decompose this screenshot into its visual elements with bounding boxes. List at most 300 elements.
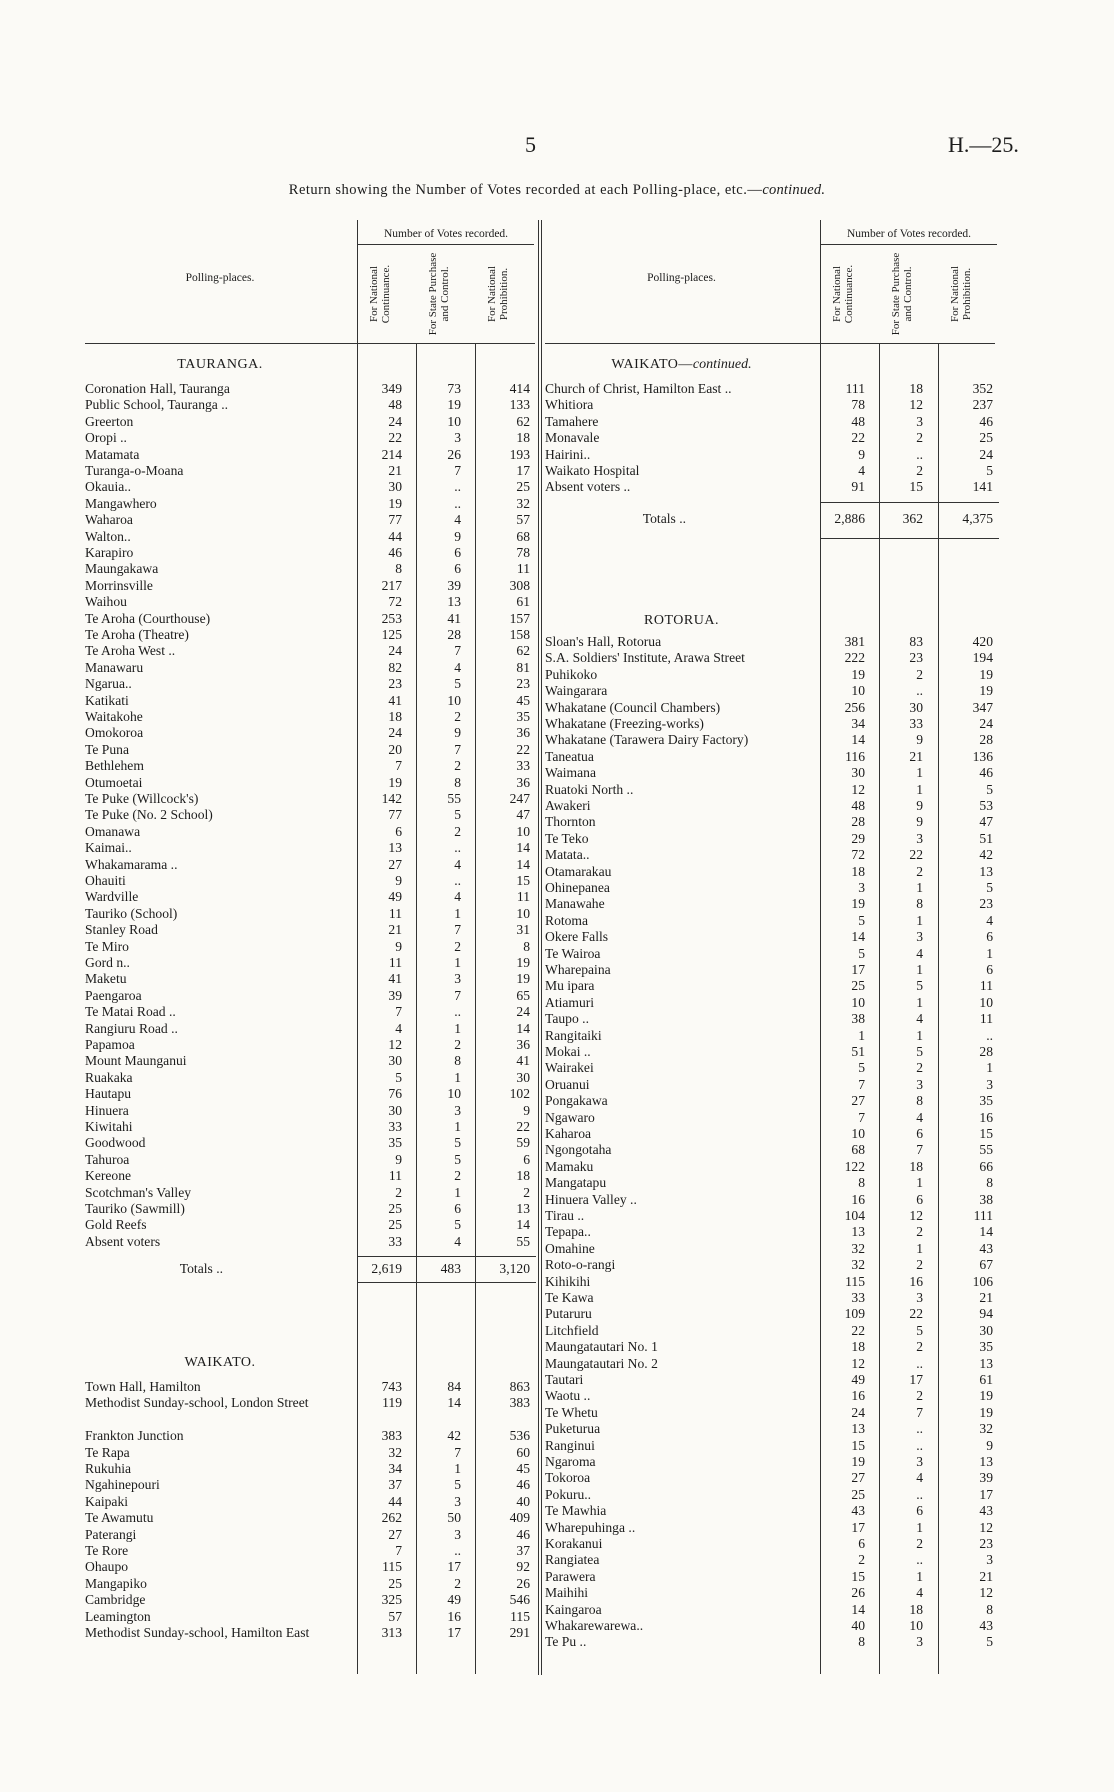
table-row [545,1552,997,1568]
votes-prohibition: 15 [979,1126,993,1141]
polling-place-name: Omanawa [85,823,141,839]
votes-state-purchase: 39 [447,577,461,593]
votes-state-purchase: 3 [916,1290,923,1305]
polling-place-name: Te Rapa [85,1444,130,1460]
polling-place-name: Oropi .. [85,430,127,446]
votes-state-purchase: .. [454,873,461,888]
table-row [545,814,997,830]
polling-place-name: Whitiora [545,397,594,413]
votes-continuance: 6 [858,1536,865,1551]
votes-state-purchase: .. [454,495,461,511]
votes-prohibition: 5 [986,463,993,478]
votes-state-purchase: 1 [916,880,923,895]
votes-state-purchase: 1 [916,994,923,1010]
votes-state-purchase: 9 [454,528,461,544]
votes-state-purchase: 26 [447,446,461,462]
votes-state-purchase: 2 [916,1060,923,1076]
totals-label: Totals .. [642,511,686,526]
votes-continuance: 11 [388,955,402,970]
polling-place-name: Te Kawa [545,1290,594,1305]
votes-state-purchase: 5 [454,1135,461,1151]
votes-continuance: 5 [858,945,865,961]
polling-place-name: Okauia.. [85,479,132,495]
votes-continuance: 3 [858,880,865,895]
polling-place-name: Te Whetu [545,1404,598,1420]
votes-state-purchase: 2 [454,823,461,839]
table-row [545,1241,997,1257]
votes-continuance: 10 [851,683,865,699]
table-row [85,1592,534,1608]
votes-state-purchase: 3 [454,971,461,987]
table-row [545,1290,997,1306]
votes-state-purchase: 7 [454,922,461,938]
votes-state-purchase: 8 [916,1093,923,1109]
votes-state-purchase: 3 [454,1526,461,1542]
polling-place-name: Wharepaina [545,962,611,977]
polling-place-name: Otumoetai [85,774,143,790]
votes-state-purchase: 2 [916,463,923,478]
votes-prohibition: 39 [979,1470,993,1486]
votes-continuance: 49 [388,889,402,905]
polling-place-name: Whakatane (Council Chambers) [545,699,721,715]
table-row [85,1021,534,1037]
votes-continuance: 9 [395,873,402,888]
votes-state-purchase: 1 [916,912,923,928]
polling-place-name: Monavale [545,430,600,446]
votes-state-purchase: 5 [454,676,461,692]
table-row [85,676,534,692]
polling-place-name: Bethlehem [85,758,144,774]
polling-place-name: Te Aroha West .. [85,643,176,659]
polling-place-name: Absent voters [85,1233,161,1249]
votes-prohibition: 57 [516,512,530,528]
polling-place-name: Korakanui [545,1536,603,1551]
polling-place-name: Hautapu [85,1086,132,1102]
votes-prohibition: 24 [979,446,993,462]
page-number: 5 [525,132,536,157]
votes-prohibition: 46 [516,1477,530,1493]
polling-place-name: Mangapiko [85,1575,147,1591]
votes-continuance: 13 [851,1421,865,1437]
votes-prohibition: 41 [516,1053,530,1069]
polling-place-name: Tamahere [545,413,599,429]
votes-continuance: 19 [388,495,402,511]
votes-prohibition: 43 [979,1618,993,1633]
votes-state-purchase: 2 [916,1339,923,1355]
table-row [545,1011,997,1027]
table-row [545,1634,997,1650]
table-row [545,1126,997,1142]
votes-state-purchase: 4 [916,1585,923,1601]
votes-prohibition: 2 [523,1184,530,1200]
polling-place-name: Te Puke (Willcock's) [85,791,199,806]
polling-place-name: Litchfield [545,1322,599,1338]
votes-prohibition: 6 [986,962,993,977]
table-row [85,1609,534,1625]
votes-state-purchase: 1 [454,1119,461,1134]
votes-state-purchase: 1 [916,1568,923,1584]
polling-place-name: Ngawaro [545,1109,595,1125]
table-row [545,716,997,732]
votes-continuance: 14 [851,1601,865,1617]
header-col-continuance-left: For National Continuance. [368,264,392,324]
votes-continuance: 383 [381,1428,402,1444]
votes-state-purchase: 2 [454,1037,461,1052]
table-row [545,913,997,929]
votes-prohibition: 11 [516,561,530,577]
votes-continuance: 116 [845,748,865,764]
votes-state-purchase: 9 [916,798,923,813]
votes-state-purchase: 5 [454,1477,461,1493]
table-row [545,765,997,781]
table-row [85,1543,534,1559]
votes-prohibition: 35 [979,1339,993,1355]
votes-continuance: 18 [851,863,865,879]
votes-prohibition: 66 [979,1158,993,1174]
votes-continuance: 30 [388,1053,402,1069]
votes-continuance: 18 [388,709,402,724]
votes-state-purchase: 83 [909,634,923,649]
polling-place-name: Methodist Sunday-school, London Street [85,1395,309,1411]
votes-state-purchase: 7 [916,1404,923,1420]
votes-state-purchase: 4 [454,659,461,675]
polling-place-name: Mangawhero [85,495,157,511]
votes-prohibition: 61 [979,1372,993,1387]
table-row [85,693,534,709]
votes-prohibition: 141 [972,479,993,495]
votes-prohibition: 43 [979,1240,993,1256]
totals-row [85,1261,534,1277]
votes-state-purchase: 7 [454,463,461,478]
polling-place-name: Te Awamutu [85,1510,154,1526]
polling-place-name: Waotu .. [545,1388,591,1404]
table-row [545,1536,997,1552]
votes-state-purchase: 10 [909,1618,923,1633]
votes-prohibition: 536 [509,1428,530,1444]
page-reference: H.—25. [948,132,1019,157]
table-row [85,1185,534,1201]
votes-prohibition: 13 [979,1454,993,1469]
votes-state-purchase: .. [916,446,923,462]
polling-place-name: Te Puna [85,741,129,757]
votes-state-purchase: 5 [454,1151,461,1167]
polling-place-name: Ngongotaha [545,1142,612,1158]
votes-continuance: 2,886 [834,511,865,526]
votes-prohibition: 33 [516,758,530,774]
polling-place-name: Tirau .. [545,1208,585,1223]
votes-prohibition: 133 [509,397,530,413]
votes-state-purchase: 1 [916,1027,923,1043]
votes-continuance: 104 [844,1208,865,1223]
votes-state-purchase: 7 [454,1444,461,1460]
votes-prohibition: 115 [510,1608,530,1624]
votes-state-purchase: 362 [902,511,923,526]
votes-state-purchase: .. [916,1486,923,1502]
header-polling-places-right: Polling-places. [647,272,716,284]
polling-place-name: Te Teko [545,830,589,846]
table-row [545,929,997,945]
votes-continuance: 10 [851,994,865,1010]
totals-rule-top-left [357,1256,536,1257]
polling-place-name: Kaharoa [545,1126,592,1141]
votes-state-purchase: .. [916,683,923,699]
polling-place-name: Te Puke (No. 2 School) [85,807,213,823]
votes-continuance: 48 [388,397,402,413]
votes-state-purchase: 1 [454,1020,461,1036]
votes-state-purchase: 2 [916,863,923,879]
votes-state-purchase: 18 [909,1601,923,1617]
votes-continuance: 5 [858,1060,865,1076]
polling-place-name: Frankton Junction [85,1428,184,1444]
table-row [545,1175,997,1191]
table-row [85,922,534,938]
table-row [545,397,997,413]
votes-continuance: 33 [388,1119,402,1134]
votes-continuance: 19 [851,896,865,912]
section-heading-rotorua: ROTORUA. [644,613,719,628]
polling-place-name: Town Hall, Hamilton [85,1379,201,1394]
polling-place-name: Oruanui [545,1076,590,1092]
votes-continuance: 29 [851,830,865,846]
polling-place-name: Papamoa [85,1037,135,1052]
table-row [545,749,997,765]
polling-place-name: Te Aroha (Courthouse) [85,610,211,626]
polling-place-name: Kiwitahi [85,1119,133,1134]
table-row [85,873,534,889]
table-row [545,650,997,666]
votes-state-purchase: 41 [447,610,461,626]
header-votes-group-right: Number of Votes recorded. [846,228,972,240]
polling-place-name: Tokoroa [545,1470,591,1486]
votes-state-purchase: 49 [447,1592,461,1608]
table-row [85,578,534,594]
table-row [85,1004,534,1020]
polling-place-name: Paterangi [85,1526,137,1542]
polling-place-name: Waharoa [85,512,133,528]
polling-place-name: Kaingaroa [545,1601,602,1617]
polling-place-name: Te Mawhia [545,1503,607,1519]
center-divider-a [538,220,539,1675]
table-row [545,1503,997,1519]
table-row [545,1306,997,1322]
polling-place-name: Omahine [545,1240,595,1256]
table-row [85,791,534,807]
votes-state-purchase: 1 [454,1461,461,1476]
polling-place-name: Mokai .. [545,1044,591,1059]
polling-place-name: Tautari [545,1372,584,1387]
votes-prohibition: 67 [979,1257,993,1273]
votes-state-purchase: 42 [447,1428,461,1444]
votes-state-purchase: 12 [909,397,923,413]
polling-place-name: Atiamuri [545,994,595,1010]
votes-state-purchase: 22 [909,1306,923,1322]
votes-state-purchase: 2 [454,1168,461,1184]
votes-continuance: 9 [858,446,865,462]
polling-place-name: Okere Falls [545,929,609,945]
votes-state-purchase: .. [454,1543,461,1558]
votes-state-purchase: 3 [916,830,923,846]
votes-state-purchase: 18 [909,381,923,396]
table-row [85,447,534,463]
table-row [545,700,997,716]
polling-place-name: Mu ipara [545,978,595,994]
table-row [85,463,534,479]
votes-continuance: 13 [851,1224,865,1240]
polling-place-name: Maungakawa [85,561,159,577]
votes-continuance: 8 [395,561,402,577]
votes-state-purchase: 15 [909,479,923,495]
votes-state-purchase: 12 [909,1208,923,1223]
votes-prohibition: 3,120 [499,1261,530,1276]
votes-prohibition: 18 [516,1168,530,1184]
votes-state-purchase: 22 [909,847,923,863]
polling-place-name: Kereone [85,1168,132,1184]
votes-continuance: 38 [851,1011,865,1027]
votes-continuance: 41 [388,692,402,708]
votes-continuance: 19 [388,774,402,790]
votes-continuance: 25 [388,1201,402,1216]
table-row [85,496,534,512]
votes-state-purchase: 17 [909,1372,923,1387]
table-row [545,1454,997,1470]
votes-prohibition: 46 [516,1526,530,1542]
table-row [85,529,534,545]
polling-place-name: Ruakaka [85,1069,133,1085]
votes-continuance: 253 [381,610,402,626]
table-row [545,946,997,962]
votes-prohibition: 1 [986,945,993,961]
table-row [85,397,534,413]
polling-place-name: Gold Reefs [85,1217,147,1233]
table-row [545,479,997,495]
table-row [545,447,997,463]
votes-prohibition: 11 [979,1011,993,1027]
polling-place-name: Ohinepanea [545,880,610,895]
votes-continuance: 122 [844,1158,865,1174]
votes-state-purchase: 2 [454,709,461,724]
votes-continuance: 7 [858,1109,865,1125]
table-row [85,1428,534,1444]
votes-prohibition: 36 [516,1037,530,1052]
table-row [85,1379,534,1395]
votes-prohibition: 23 [979,896,993,912]
table-row [545,1388,997,1404]
table-row [85,988,534,1004]
votes-continuance: 20 [388,741,402,757]
votes-prohibition: 38 [979,1191,993,1207]
votes-continuance: 262 [381,1510,402,1526]
polling-place-name: Pokuru.. [545,1486,592,1502]
votes-continuance: 40 [851,1618,865,1633]
votes-continuance: 15 [851,1568,865,1584]
polling-place-name: Taupo .. [545,1011,589,1027]
votes-state-purchase: 1 [916,1519,923,1535]
polling-place-name: S.A. Soldiers' Institute, Arawa Street [545,650,745,666]
section-heading-waikato: WAIKATO. [184,1355,256,1370]
votes-prohibition: 94 [979,1306,993,1322]
votes-state-purchase: 4 [916,1470,923,1486]
votes-prohibition: 24 [979,716,993,731]
votes-continuance: 22 [388,430,402,446]
polling-place-name: Hinuera [85,1102,129,1118]
votes-prohibition: 13 [979,1355,993,1371]
votes-continuance: 25 [851,1486,865,1502]
polling-place-name: Te Aroha (Theatre) [85,627,189,642]
votes-state-purchase: 84 [447,1379,461,1394]
table-row [545,1487,997,1503]
votes-continuance: 24 [388,413,402,429]
votes-prohibition: 3 [986,1076,993,1092]
table-row [85,1510,534,1526]
votes-state-purchase: .. [916,1552,923,1568]
table-row [85,742,534,758]
votes-state-purchase: .. [916,1355,923,1371]
votes-prohibition: 24 [516,1004,530,1020]
votes-state-purchase: 5 [454,1217,461,1233]
votes-state-purchase: 3 [916,1076,923,1092]
votes-continuance: 16 [851,1388,865,1404]
table-row [545,1339,997,1355]
votes-continuance: 4 [858,463,865,478]
votes-continuance: 24 [388,643,402,659]
header-votes-group-left: Number of Votes recorded. [383,228,509,240]
votes-continuance: 2 [395,1184,402,1200]
table-row [545,634,997,650]
votes-continuance: 41 [388,971,402,987]
votes-state-purchase: 9 [916,732,923,748]
votes-state-purchase: 3 [916,1634,923,1650]
votes-continuance: 217 [381,577,402,593]
votes-continuance: 32 [851,1257,865,1273]
polling-place-name: Ngarua.. [85,676,132,692]
votes-state-purchase: 4 [454,1233,461,1249]
votes-continuance: 6 [395,823,402,839]
polling-place-name: Cambridge [85,1592,146,1608]
votes-state-purchase: 6 [454,1201,461,1216]
votes-prohibition: 42 [979,847,993,863]
votes-prohibition: 25 [979,430,993,446]
votes-state-purchase: 7 [454,987,461,1003]
votes-state-purchase: 9 [916,814,923,830]
votes-continuance: 44 [388,1493,402,1509]
polling-place-name: Ngaroma [545,1454,596,1469]
polling-place-name: Hinuera Valley .. [545,1191,637,1207]
votes-state-purchase: 73 [447,381,461,396]
header-rule-left [85,343,535,344]
votes-state-purchase: 3 [454,1102,461,1118]
votes-prohibition: 40 [516,1493,530,1509]
votes-state-purchase: 4 [916,1109,923,1125]
totals-rule-bottom-right [820,538,999,539]
votes-state-purchase: 5 [916,1322,923,1338]
polling-place-name: Ruatoki North .. [545,781,634,797]
polling-place-name: Leamington [85,1608,151,1624]
votes-continuance: 256 [844,699,865,715]
table-row [545,1093,997,1109]
votes-continuance: 8 [858,1175,865,1191]
votes-prohibition: 237 [972,397,993,413]
table-row [545,414,997,430]
votes-continuance: 33 [851,1290,865,1305]
votes-continuance: 9 [395,1151,402,1167]
votes-continuance: 24 [851,1404,865,1420]
table-row [85,971,534,987]
table-row [85,725,534,741]
votes-prohibition: 3 [986,1552,993,1568]
votes-prohibition: 12 [979,1519,993,1535]
header-col-continuance-right: For National Continuance. [831,264,855,324]
table-row [85,479,534,495]
